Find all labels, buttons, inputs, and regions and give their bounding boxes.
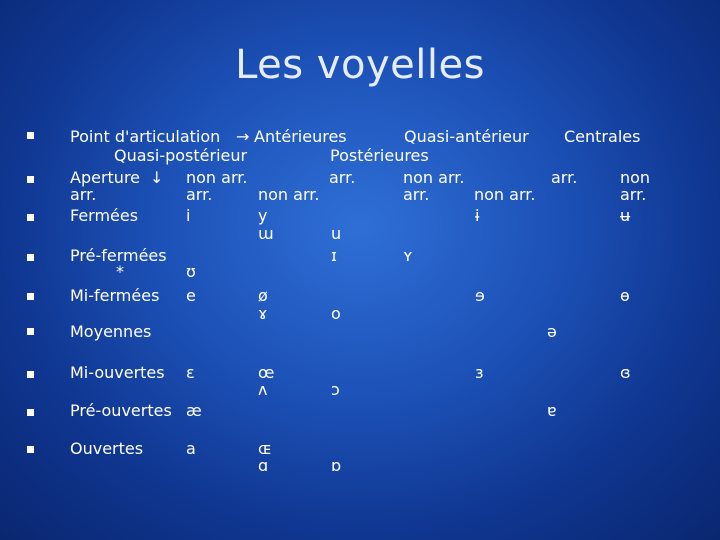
vowel-oe: œ bbox=[258, 363, 275, 382]
vowel-schwa: ə bbox=[547, 322, 557, 341]
bullet-marker bbox=[27, 254, 34, 261]
row-miouvertes-label: Mi-ouvertes bbox=[70, 363, 165, 382]
aperture-col-9: arr. bbox=[403, 185, 430, 204]
vowel-barred-i: ɨ bbox=[475, 206, 480, 225]
aperture-col-8: non arr. bbox=[258, 185, 320, 204]
bullet-marker bbox=[27, 176, 34, 183]
bullet-marker bbox=[27, 371, 34, 378]
bullet-marker bbox=[27, 409, 34, 416]
aperture-col-10: non arr. bbox=[474, 185, 536, 204]
vowel-e: e bbox=[186, 286, 196, 305]
aperture-col-11: arr. bbox=[620, 185, 647, 204]
vowel-y: y bbox=[258, 206, 268, 225]
bullet-marker bbox=[27, 293, 34, 300]
slide-title: Les voyelles bbox=[235, 42, 485, 88]
vowel-barred-u: ʉ bbox=[620, 206, 631, 225]
vowel-turned-a: ɐ bbox=[547, 401, 557, 420]
vowel-script-a: ɑ bbox=[258, 456, 269, 475]
bullet-marker bbox=[27, 132, 34, 139]
aperture-label: Aperture bbox=[70, 168, 141, 187]
aperture-col-5: non bbox=[620, 168, 651, 187]
vowel-a: a bbox=[186, 439, 196, 458]
bullet-marker bbox=[27, 328, 34, 335]
header-quasi-posterieur: Quasi-postérieur bbox=[114, 146, 248, 165]
vowel-turned-script-a: ɒ bbox=[331, 456, 342, 475]
vowel-small-cap-i: ɪ bbox=[331, 246, 337, 265]
articulation-label: Point d'articulation bbox=[70, 127, 221, 146]
row-fermees-label: Fermées bbox=[70, 206, 139, 225]
row-mifermees-label: Mi-fermées bbox=[70, 286, 160, 305]
vowel-turned-v: ʌ bbox=[258, 380, 268, 399]
vowel-o-slash: ø bbox=[258, 286, 268, 305]
vowel-o: o bbox=[331, 304, 341, 323]
vowel-rams-horn: ɤ bbox=[258, 304, 268, 323]
vowel-turned-m: ɯ bbox=[258, 224, 274, 243]
aperture-col-7: arr. bbox=[186, 185, 213, 204]
vowel-open-o: ɔ bbox=[331, 380, 340, 399]
header-posterieures: Postérieures bbox=[330, 146, 429, 165]
vowel-i: i bbox=[186, 206, 191, 225]
bullet-marker bbox=[27, 446, 34, 453]
vowel-barred-o: ɵ bbox=[620, 286, 630, 305]
vowel-asterisk: * bbox=[116, 262, 124, 281]
row-moyennes-label: Moyennes bbox=[70, 322, 152, 341]
vowel-open-e: ɛ bbox=[186, 363, 195, 382]
vowel-closed-reversed-open-e: ɞ bbox=[620, 363, 631, 382]
aperture-col-4: arr. bbox=[551, 168, 578, 187]
header-centrales: Centrales bbox=[564, 127, 641, 146]
vowel-small-cap-y: ʏ bbox=[403, 246, 413, 265]
vowel-upsilon: ʊ bbox=[186, 262, 196, 281]
header-quasi-anterieur: Quasi-antérieur bbox=[404, 127, 529, 146]
row-preouvertes-label: Pré-ouvertes bbox=[70, 401, 172, 420]
aperture-col-6: arr. bbox=[70, 185, 97, 204]
row-ouvertes-label: Ouvertes bbox=[70, 439, 144, 458]
vowel-u: u bbox=[331, 224, 342, 243]
aperture-arrow: ↓ bbox=[150, 168, 164, 187]
aperture-col-1: non arr. bbox=[186, 168, 248, 187]
vowel-reversed-open-e: ɜ bbox=[475, 363, 484, 382]
aperture-col-2: arr. bbox=[329, 168, 356, 187]
vowel-small-cap-oe: ɶ bbox=[258, 439, 272, 458]
vowel-reversed-e: ɘ bbox=[475, 286, 485, 305]
aperture-col-3: non arr. bbox=[403, 168, 465, 187]
bullet-marker bbox=[27, 214, 34, 221]
articulation-arrow: → bbox=[236, 127, 250, 146]
vowel-ae: æ bbox=[186, 401, 202, 420]
row-prefermees-label: Pré-fermées bbox=[70, 246, 167, 265]
header-anterieures: Antérieures bbox=[254, 127, 347, 146]
